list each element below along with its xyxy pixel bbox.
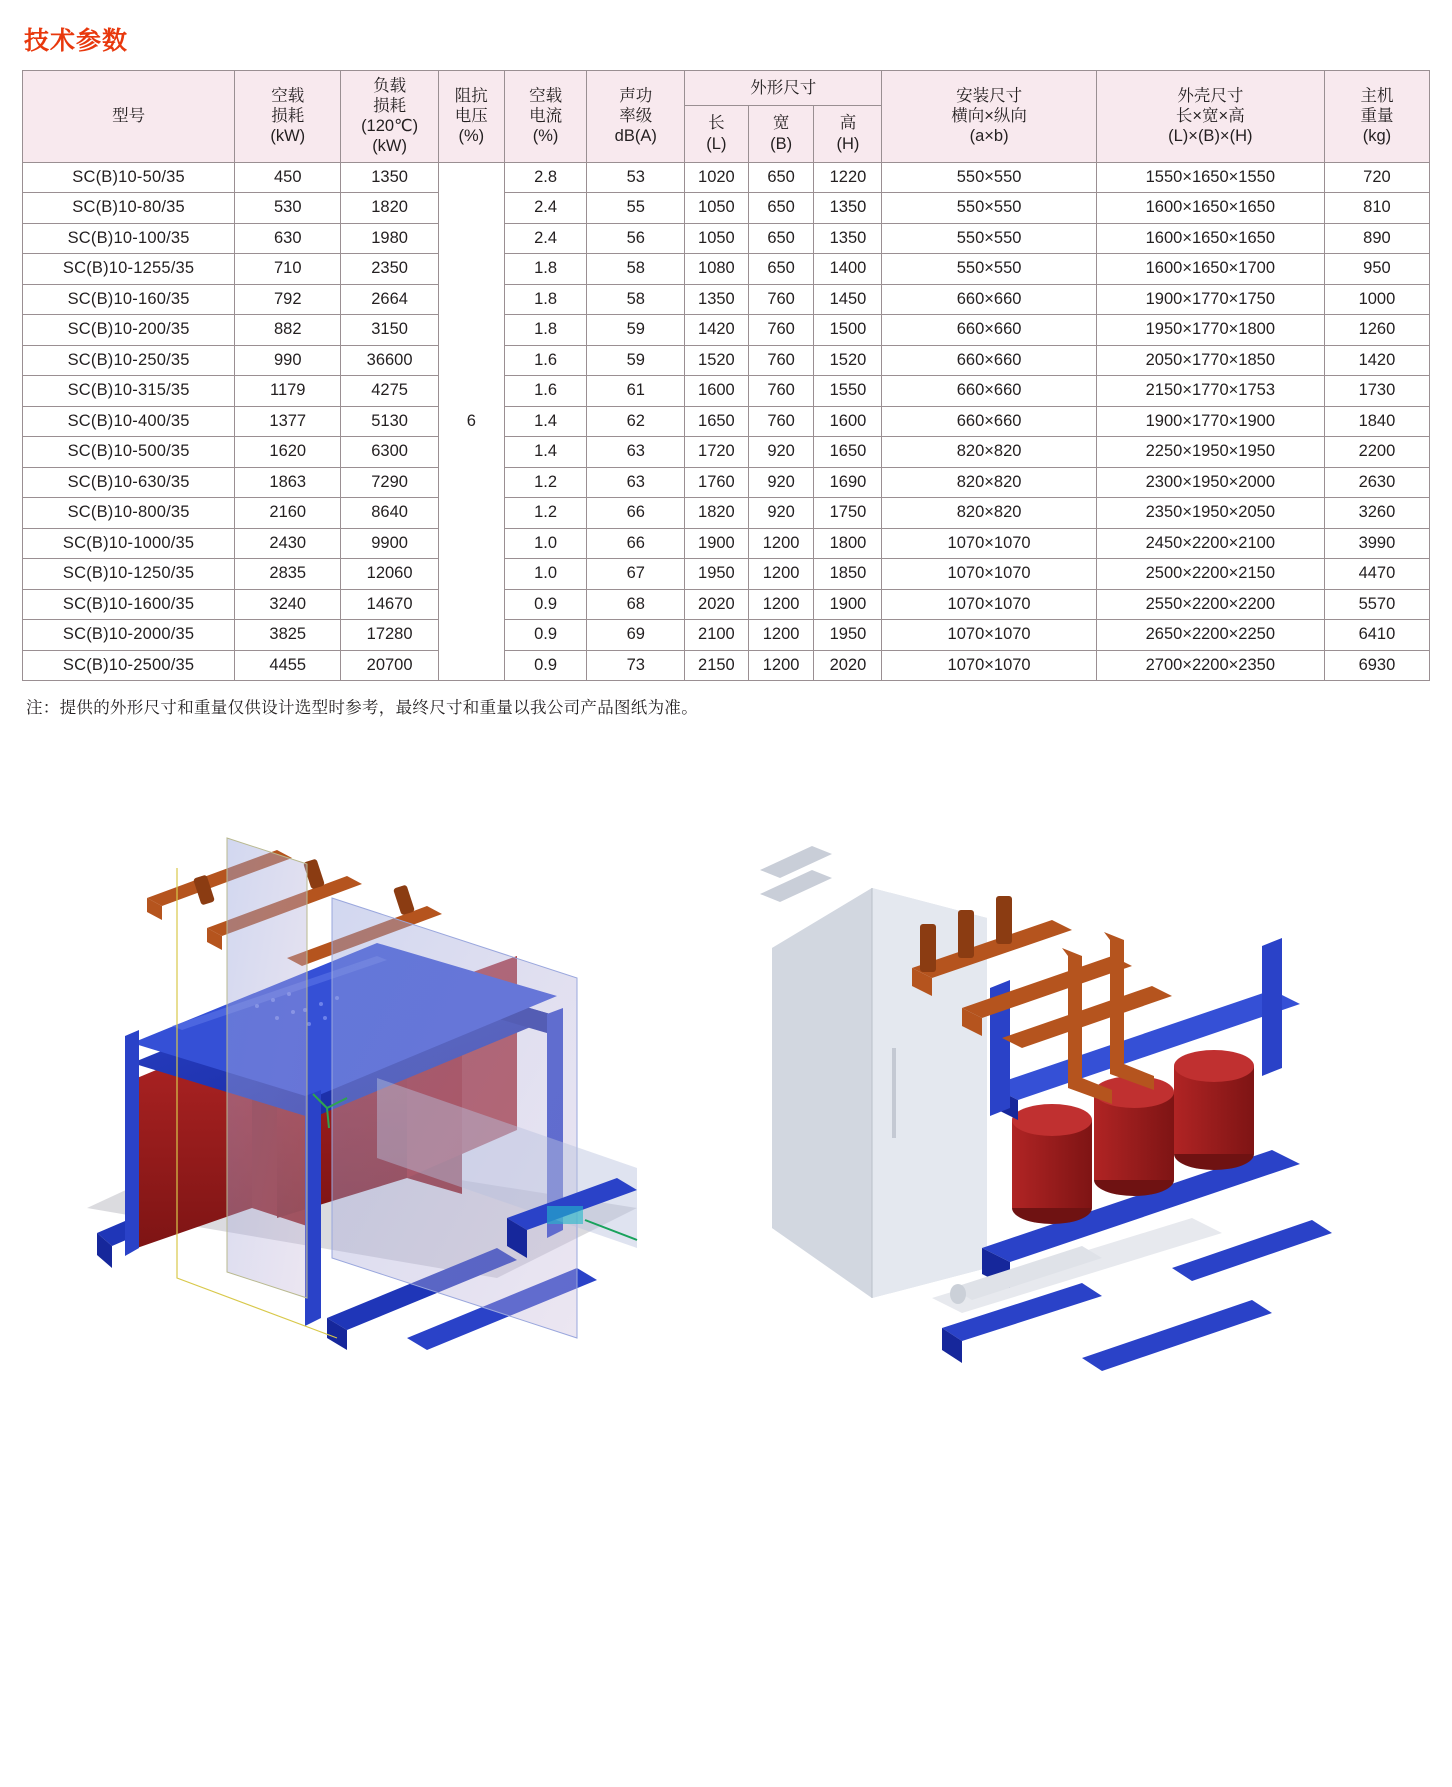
cell-outline-height: 1350 <box>814 223 882 254</box>
cell-outline-width: 760 <box>748 284 814 315</box>
cell-install-dimensions: 550×550 <box>882 254 1096 285</box>
cell-outline-height: 1690 <box>814 467 882 498</box>
cell-install-dimensions: 660×660 <box>882 315 1096 346</box>
cell-outline-length: 2100 <box>685 620 749 651</box>
cell-load-loss: 5130 <box>341 406 439 437</box>
cell-install-dimensions: 1070×1070 <box>882 620 1096 651</box>
cell-model: SC(B)10-200/35 <box>23 315 235 346</box>
cell-no-load-current: 2.8 <box>504 162 587 193</box>
page-title: 技术参数 <box>24 27 129 55</box>
cell-no-load-loss: 4455 <box>235 650 341 681</box>
table-row <box>23 193 1430 224</box>
table-row <box>23 559 1430 590</box>
cell-load-loss: 6300 <box>341 437 439 468</box>
cell-outline-width: 650 <box>748 193 814 224</box>
cell-load-loss: 1820 <box>341 193 439 224</box>
cell-model: SC(B)10-1600/35 <box>23 589 235 620</box>
technical-parameters-table <box>22 70 1430 681</box>
cell-outline-length: 1050 <box>685 193 749 224</box>
cell-outline-height: 1600 <box>814 406 882 437</box>
cell-load-loss: 3150 <box>341 315 439 346</box>
cell-main-weight: 3260 <box>1324 498 1429 529</box>
cell-outline-length: 1820 <box>685 498 749 529</box>
cell-model: SC(B)10-50/35 <box>23 162 235 193</box>
cell-no-load-loss: 990 <box>235 345 341 376</box>
cell-no-load-loss: 3825 <box>235 620 341 651</box>
cell-no-load-loss: 882 <box>235 315 341 346</box>
cell-install-dimensions: 660×660 <box>882 406 1096 437</box>
table-row <box>23 650 1430 681</box>
cell-sound-power: 66 <box>587 498 685 529</box>
cell-model: SC(B)10-630/35 <box>23 467 235 498</box>
cell-no-load-current: 1.8 <box>504 254 587 285</box>
cell-no-load-loss: 530 <box>235 193 341 224</box>
cell-load-loss: 20700 <box>341 650 439 681</box>
cell-main-weight: 2630 <box>1324 467 1429 498</box>
cell-outline-width: 760 <box>748 315 814 346</box>
page <box>0 26 1452 1787</box>
cell-main-weight: 3990 <box>1324 528 1429 559</box>
cell-no-load-loss: 2835 <box>235 559 341 590</box>
cell-outline-width: 1200 <box>748 559 814 590</box>
cell-load-loss: 9900 <box>341 528 439 559</box>
cell-sound-power: 67 <box>587 559 685 590</box>
cell-shell-dimensions: 1550×1650×1550 <box>1096 162 1324 193</box>
cell-main-weight: 4470 <box>1324 559 1429 590</box>
cell-shell-dimensions: 1900×1770×1750 <box>1096 284 1324 315</box>
cell-outline-height: 1800 <box>814 528 882 559</box>
cell-outline-height: 2020 <box>814 650 882 681</box>
cell-no-load-current: 2.4 <box>504 223 587 254</box>
cell-shell-dimensions: 2700×2200×2350 <box>1096 650 1324 681</box>
cell-outline-width: 650 <box>748 254 814 285</box>
cell-install-dimensions: 550×550 <box>882 193 1096 224</box>
cell-load-loss: 7290 <box>341 467 439 498</box>
cell-model: SC(B)10-100/35 <box>23 223 235 254</box>
cell-no-load-loss: 1179 <box>235 376 341 407</box>
cell-shell-dimensions: 2050×1770×1850 <box>1096 345 1324 376</box>
cell-sound-power: 61 <box>587 376 685 407</box>
cell-no-load-current: 1.4 <box>504 406 587 437</box>
cell-outline-length: 1080 <box>685 254 749 285</box>
cell-outline-length: 1350 <box>685 284 749 315</box>
cell-main-weight: 810 <box>1324 193 1429 224</box>
cell-no-load-loss: 1863 <box>235 467 341 498</box>
cell-outline-width: 1200 <box>748 650 814 681</box>
cell-install-dimensions: 550×550 <box>882 162 1096 193</box>
cell-outline-height: 1450 <box>814 284 882 315</box>
cell-sound-power: 58 <box>587 284 685 315</box>
cell-model: SC(B)10-250/35 <box>23 345 235 376</box>
cell-model: SC(B)10-800/35 <box>23 498 235 529</box>
cell-sound-power: 58 <box>587 254 685 285</box>
cell-sound-power: 63 <box>587 437 685 468</box>
cell-sound-power: 59 <box>587 315 685 346</box>
cell-outline-length: 1650 <box>685 406 749 437</box>
cell-install-dimensions: 820×820 <box>882 467 1096 498</box>
cell-outline-length: 1420 <box>685 315 749 346</box>
cell-outline-width: 650 <box>748 223 814 254</box>
cell-outline-length: 1600 <box>685 376 749 407</box>
cell-outline-length: 1520 <box>685 345 749 376</box>
cell-install-dimensions: 660×660 <box>882 345 1096 376</box>
cell-load-loss: 17280 <box>341 620 439 651</box>
col-install-dimensions: 安装尺寸 横向×纵向 (a×b) <box>882 71 1096 163</box>
cell-no-load-loss: 2430 <box>235 528 341 559</box>
cell-sound-power: 63 <box>587 467 685 498</box>
cell-outline-height: 1520 <box>814 345 882 376</box>
table-row <box>23 467 1430 498</box>
cell-model: SC(B)10-1250/35 <box>23 559 235 590</box>
cell-no-load-current: 1.0 <box>504 528 587 559</box>
cell-shell-dimensions: 2650×2200×2250 <box>1096 620 1324 651</box>
cell-no-load-current: 1.8 <box>504 284 587 315</box>
cell-impedance-voltage: 6 <box>438 162 504 681</box>
cell-main-weight: 1000 <box>1324 284 1429 315</box>
cell-install-dimensions: 820×820 <box>882 437 1096 468</box>
cell-no-load-current: 1.2 <box>504 467 587 498</box>
cell-outline-height: 1650 <box>814 437 882 468</box>
cell-shell-dimensions: 2250×1950×1950 <box>1096 437 1324 468</box>
transformer-with-enclosure-3d-view <box>752 828 1372 1468</box>
cell-sound-power: 69 <box>587 620 685 651</box>
cell-main-weight: 950 <box>1324 254 1429 285</box>
cell-model: SC(B)10-1000/35 <box>23 528 235 559</box>
table-row <box>23 498 1430 529</box>
cell-model: SC(B)10-80/35 <box>23 193 235 224</box>
enclosure-illustration-svg <box>752 828 1372 1468</box>
cell-sound-power: 73 <box>587 650 685 681</box>
cell-outline-length: 1720 <box>685 437 749 468</box>
table-row <box>23 376 1430 407</box>
cell-outline-width: 1200 <box>748 589 814 620</box>
table-head <box>23 71 1430 163</box>
cell-model: SC(B)10-160/35 <box>23 284 235 315</box>
cell-sound-power: 66 <box>587 528 685 559</box>
cell-no-load-loss: 2160 <box>235 498 341 529</box>
col-impedance-voltage: 阻抗 电压 (%) <box>438 71 504 163</box>
cell-no-load-loss: 450 <box>235 162 341 193</box>
table-row <box>23 589 1430 620</box>
cell-load-loss: 1350 <box>341 162 439 193</box>
table-row <box>23 254 1430 285</box>
cell-sound-power: 56 <box>587 223 685 254</box>
cell-no-load-current: 1.6 <box>504 345 587 376</box>
cell-install-dimensions: 660×660 <box>882 284 1096 315</box>
cell-model: SC(B)10-2500/35 <box>23 650 235 681</box>
cell-outline-width: 760 <box>748 345 814 376</box>
cell-sound-power: 59 <box>587 345 685 376</box>
cell-load-loss: 2350 <box>341 254 439 285</box>
cell-no-load-loss: 1377 <box>235 406 341 437</box>
table-row <box>23 315 1430 346</box>
cell-model: SC(B)10-315/35 <box>23 376 235 407</box>
cell-shell-dimensions: 1900×1770×1900 <box>1096 406 1324 437</box>
cell-main-weight: 890 <box>1324 223 1429 254</box>
table-row <box>23 406 1430 437</box>
cell-outline-height: 1900 <box>814 589 882 620</box>
cell-outline-length: 1050 <box>685 223 749 254</box>
cell-outline-height: 1550 <box>814 376 882 407</box>
cell-model: SC(B)10-500/35 <box>23 437 235 468</box>
cell-main-weight: 5570 <box>1324 589 1429 620</box>
cell-sound-power: 62 <box>587 406 685 437</box>
cell-outline-length: 1760 <box>685 467 749 498</box>
table-row <box>23 162 1430 193</box>
cell-outline-length: 2020 <box>685 589 749 620</box>
cell-no-load-current: 2.4 <box>504 193 587 224</box>
cell-no-load-loss: 710 <box>235 254 341 285</box>
table-body <box>23 162 1430 681</box>
cell-main-weight: 1260 <box>1324 315 1429 346</box>
cell-no-load-current: 0.9 <box>504 589 587 620</box>
cell-outline-width: 650 <box>748 162 814 193</box>
cell-model: SC(B)10-400/35 <box>23 406 235 437</box>
col-no-load-current: 空载 电流 (%) <box>504 71 587 163</box>
cell-outline-height: 1500 <box>814 315 882 346</box>
col-outline-length: 长 (L) <box>685 105 749 162</box>
table-note: 注：提供的外形尺寸和重量仅供设计选型时参考，最终尺寸和重量以我公司产品图纸为准。 <box>26 699 698 717</box>
cell-shell-dimensions: 2150×1770×1753 <box>1096 376 1324 407</box>
table-row <box>23 223 1430 254</box>
cell-sound-power: 53 <box>587 162 685 193</box>
cell-install-dimensions: 660×660 <box>882 376 1096 407</box>
cell-main-weight: 1840 <box>1324 406 1429 437</box>
table-row <box>23 284 1430 315</box>
cell-shell-dimensions: 2500×2200×2150 <box>1096 559 1324 590</box>
cell-model: SC(B)10-2000/35 <box>23 620 235 651</box>
cell-shell-dimensions: 1600×1650×1650 <box>1096 193 1324 224</box>
cell-no-load-current: 1.6 <box>504 376 587 407</box>
col-load-loss: 负载 损耗 (120℃) (kW) <box>341 71 439 163</box>
cell-load-loss: 14670 <box>341 589 439 620</box>
cell-outline-width: 1200 <box>748 528 814 559</box>
col-shell-dimensions: 外壳尺寸 长×宽×高 (L)×(B)×(H) <box>1096 71 1324 163</box>
cell-install-dimensions: 550×550 <box>882 223 1096 254</box>
cell-outline-height: 1950 <box>814 620 882 651</box>
cell-install-dimensions: 1070×1070 <box>882 589 1096 620</box>
cell-no-load-loss: 630 <box>235 223 341 254</box>
cell-shell-dimensions: 1600×1650×1700 <box>1096 254 1324 285</box>
col-main-weight: 主机 重量 (kg) <box>1324 71 1429 163</box>
cell-load-loss: 2664 <box>341 284 439 315</box>
cell-outline-length: 2150 <box>685 650 749 681</box>
table-row <box>23 437 1430 468</box>
cell-outline-length: 1020 <box>685 162 749 193</box>
cell-outline-length: 1900 <box>685 528 749 559</box>
cell-no-load-current: 0.9 <box>504 620 587 651</box>
cell-no-load-current: 1.0 <box>504 559 587 590</box>
cell-shell-dimensions: 2450×2200×2100 <box>1096 528 1324 559</box>
cell-shell-dimensions: 1600×1650×1650 <box>1096 223 1324 254</box>
cell-main-weight: 1420 <box>1324 345 1429 376</box>
table-row <box>23 620 1430 651</box>
cell-no-load-current: 1.8 <box>504 315 587 346</box>
cell-install-dimensions: 1070×1070 <box>882 650 1096 681</box>
cell-outline-width: 1200 <box>748 620 814 651</box>
product-figures <box>22 768 1430 1528</box>
cell-load-loss: 8640 <box>341 498 439 529</box>
dry-type-transformer-3d-view <box>77 778 677 1478</box>
cell-load-loss: 1980 <box>341 223 439 254</box>
cell-outline-width: 760 <box>748 406 814 437</box>
cell-outline-height: 1220 <box>814 162 882 193</box>
cell-main-weight: 1730 <box>1324 376 1429 407</box>
cell-sound-power: 68 <box>587 589 685 620</box>
cell-no-load-loss: 1620 <box>235 437 341 468</box>
cell-shell-dimensions: 2550×2200×2200 <box>1096 589 1324 620</box>
cell-shell-dimensions: 2300×1950×2000 <box>1096 467 1324 498</box>
cell-outline-height: 1750 <box>814 498 882 529</box>
cell-sound-power: 55 <box>587 193 685 224</box>
cell-outline-width: 920 <box>748 467 814 498</box>
transformer-illustration-svg <box>77 778 677 1478</box>
cell-main-weight: 2200 <box>1324 437 1429 468</box>
cell-no-load-current: 1.2 <box>504 498 587 529</box>
cell-main-weight: 6930 <box>1324 650 1429 681</box>
cell-outline-height: 1350 <box>814 193 882 224</box>
table-row <box>23 345 1430 376</box>
cell-no-load-loss: 3240 <box>235 589 341 620</box>
header-row-1 <box>23 71 1430 106</box>
col-outline-height: 高 (H) <box>814 105 882 162</box>
col-no-load-loss: 空载 损耗 (kW) <box>235 71 341 163</box>
table-row <box>23 528 1430 559</box>
cell-no-load-current: 1.4 <box>504 437 587 468</box>
col-model: 型号 <box>23 71 235 163</box>
cell-outline-height: 1400 <box>814 254 882 285</box>
cell-outline-width: 760 <box>748 376 814 407</box>
cell-shell-dimensions: 2350×1950×2050 <box>1096 498 1324 529</box>
cell-model: SC(B)10-1255/35 <box>23 254 235 285</box>
cell-shell-dimensions: 1950×1770×1800 <box>1096 315 1324 346</box>
cell-load-loss: 4275 <box>341 376 439 407</box>
cell-load-loss: 36600 <box>341 345 439 376</box>
cell-main-weight: 6410 <box>1324 620 1429 651</box>
cell-install-dimensions: 1070×1070 <box>882 559 1096 590</box>
cell-no-load-loss: 792 <box>235 284 341 315</box>
cell-outline-height: 1850 <box>814 559 882 590</box>
col-outline-width: 宽 (B) <box>748 105 814 162</box>
cell-outline-width: 920 <box>748 437 814 468</box>
cell-install-dimensions: 820×820 <box>882 498 1096 529</box>
cell-main-weight: 720 <box>1324 162 1429 193</box>
cell-no-load-current: 0.9 <box>504 650 587 681</box>
col-group-outline-dimensions: 外形尺寸 <box>685 71 882 106</box>
cell-outline-width: 920 <box>748 498 814 529</box>
cell-install-dimensions: 1070×1070 <box>882 528 1096 559</box>
cell-load-loss: 12060 <box>341 559 439 590</box>
cell-outline-length: 1950 <box>685 559 749 590</box>
col-sound-power: 声功 率级 dB(A) <box>587 71 685 163</box>
